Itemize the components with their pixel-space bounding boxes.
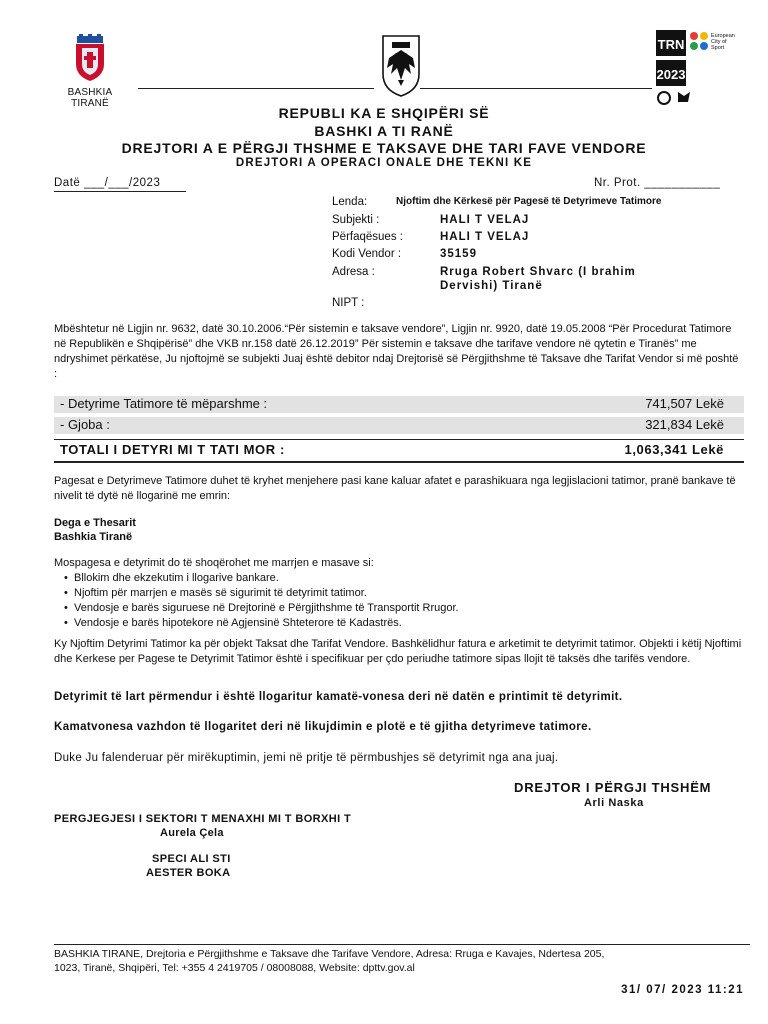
director-name: Arli Naska <box>584 797 644 809</box>
adresa-label: Adresa : <box>332 266 375 278</box>
debt-total-label: TOTALI I DETYRI MI T TATI MOR : <box>60 442 285 457</box>
date-underline <box>54 191 186 192</box>
municipality-logo-line1: BASHKIA <box>67 86 113 98</box>
trn-caption-line3: Sport <box>711 45 725 51</box>
eagle-icon <box>380 34 422 98</box>
title-municipality: BASHKI A TI RANË <box>314 123 454 139</box>
subjekti-label: Subjekti : <box>332 214 380 226</box>
specialist-name: AESTER BOKA <box>146 867 231 879</box>
footer-address <box>54 948 744 975</box>
title-directorate-operational: DREJTORI A OPERACI ONALE DHE TEKNI KE <box>235 157 533 169</box>
sector-head-name: Aurela Çela <box>160 827 224 839</box>
coat-of-arms <box>380 34 422 98</box>
nipt-label: NIPT : <box>332 297 365 309</box>
total-row-top-border <box>54 439 744 440</box>
bank-name-line1: Dega e Thesarit <box>54 517 136 529</box>
footer-line1: BASHKIA TIRANE, Drejtoria e Përgjithshme e Taksave dhe Tarifave Vendore, Adresa: Rruga e Kavajes, Ndertesa 205, <box>54 948 605 960</box>
list-item: • Njoftim për marrjen e masës së sigurimit të detyrimit tatimor. <box>62 586 752 601</box>
debt-row-fine-label: - Gjoba : <box>60 417 110 432</box>
title-republic: REPUBLI KA E SHQIPËRI SË <box>278 105 490 121</box>
director-title: DREJTOR I PËRGJI THSHËM <box>514 780 712 795</box>
debt-row-previous-label: - Detyrime Tatimore të mëparshme : <box>60 396 268 411</box>
date-line: Datë ___/___/2023 <box>54 177 161 189</box>
subjekti-value: HALI T VELAJ <box>440 214 530 226</box>
interest-note-2: Kamatvonesa vazhdon të llogaritet deri në likujdimin e plotë e të gjitha detyrimeve tatimore. <box>54 721 592 733</box>
list-item: • Bllokim dhe ekzekutim i llogarive bankare. <box>62 571 752 586</box>
list-item: • Vendosje e barës hipotekore në Agjensinë Shteterore të Kadastrës. <box>62 616 752 631</box>
municipality-logo-line2: TIRANË <box>71 97 109 109</box>
payment-paragraph: Pagesat e Detyrimeve Tatimore duhet të kryhet menjehere pasi kane kaluar afatet e parashikuara nga legjislacioni tatimor, pranë bankave të nivelit të dytë në llogarinë me emrin: <box>54 475 736 502</box>
debt-row-fine <box>54 417 744 434</box>
lenda-label: Lenda: <box>332 196 368 208</box>
debt-row-total <box>54 442 744 459</box>
trn-caption-line2: City of <box>711 39 727 45</box>
specialist-title: SPECI ALI STI <box>152 853 231 865</box>
print-timestamp: 31/ 07/ 2023 11:21 <box>621 984 744 996</box>
european-city-of-sport-logo <box>656 30 738 110</box>
thanks-paragraph: Duke Ju falenderuar për mirëkuptimin, jemi në pritje të përmbushjes së detyrimit nga ana juaj. <box>54 752 559 764</box>
trn-logo-graphic <box>656 30 738 110</box>
total-row-bottom-border <box>54 461 744 463</box>
perfaqesues-label: Përfaqësues : <box>332 231 403 243</box>
debt-row-previous <box>54 396 744 413</box>
kodi-vendor-value: 35159 <box>440 248 477 260</box>
consequences-list <box>62 571 752 630</box>
object-paragraph: Ky Njoftim Detyrimi Tatimor ka për objekt Taksat dhe Tarifat Vendore. Bashkëlidhur fatura e arketimit te detyrimit tatimor. Objekti i këtij Njoftimi dhe Kerkese per Pagese te Detyrimit Tatimor është i specifikuar per çdo periudhe tatimore sipas llojit të taksës dhe tarifës vendore. <box>54 638 742 665</box>
header-divider-right <box>420 88 652 89</box>
debt-total-value: 1,063,341 Lekë <box>624 442 724 457</box>
sector-head-title: PERGJEGJESI I SEKTORI T MENAXHI MI T BORXHI T <box>54 813 352 825</box>
adresa-value-line2: Dervishi) Tiranë <box>440 280 543 292</box>
perfaqesues-value: HALI T VELAJ <box>440 231 530 243</box>
lenda-value: Njoftim dhe Kërkesë për Pagesë të Detyrimeve Tatimore <box>396 196 662 207</box>
list-item: • Vendosje e barës siguruese në Drejtorinë e Përgjithshme të Transportit Rrugor. <box>62 601 752 616</box>
consequences-intro: Mospagesa e detyrimit do të shoqërohet me marrjen e masave si: <box>54 557 374 569</box>
footer-divider <box>54 944 750 945</box>
trn-year-text: 2023 <box>656 67 686 82</box>
header-divider-left <box>138 88 374 89</box>
intro-paragraph: Mbështetur në Ligjin nr. 9632, datë 30.10.2006.“Për sistemin e taksave vendore”, Ligjin nr. 9920, datë 19.05.2008 “Për Procedurat Tatimore në Republikën e Shqipërisë” dhe VKB nr.158 datë 26.12.2019” Për sistemin e taksave dhe tarifave vendore në qytetin e Tiranës” me ndryshimet përkatëse, Ju njoftojmë se subjekti Juaj është debitor ndaj Drejtorisë së Përgjithshme të Taksave dhe Tarifat Vendor si më poshtë : <box>54 323 739 380</box>
protocol-number: Nr. Prot. ___________ <box>594 177 721 189</box>
title-directorate-general: DREJTORI A E PËRGJI THSHME E TAKSAVE DHE TARI FAVE VENDORE <box>121 140 647 156</box>
footer-line2: 1023, Tiranë, Shqipëri, Tel: +355 4 2419705 / 08008088, Website: dpttv.gov.al <box>54 961 415 974</box>
interest-note-1: Detyrimit të lart përmendur i është llogaritur kamatë-vonesa deri në datën e printimit të detyrimit. <box>54 691 623 703</box>
adresa-value-line1: Rruga Robert Shvarc (I brahim <box>440 266 636 278</box>
municipality-logo <box>60 34 120 109</box>
tirana-crest-icon <box>60 34 120 82</box>
trn-caption-line1: European <box>711 33 735 39</box>
debt-row-previous-value: 741,507 Lekë <box>645 396 724 411</box>
trn-logo-text: TRN <box>657 37 685 52</box>
bank-name-line2: Bashkia Tiranë <box>54 531 133 543</box>
kodi-vendor-label: Kodi Vendor : <box>332 248 402 260</box>
debt-row-fine-value: 321,834 Lekë <box>645 417 724 432</box>
